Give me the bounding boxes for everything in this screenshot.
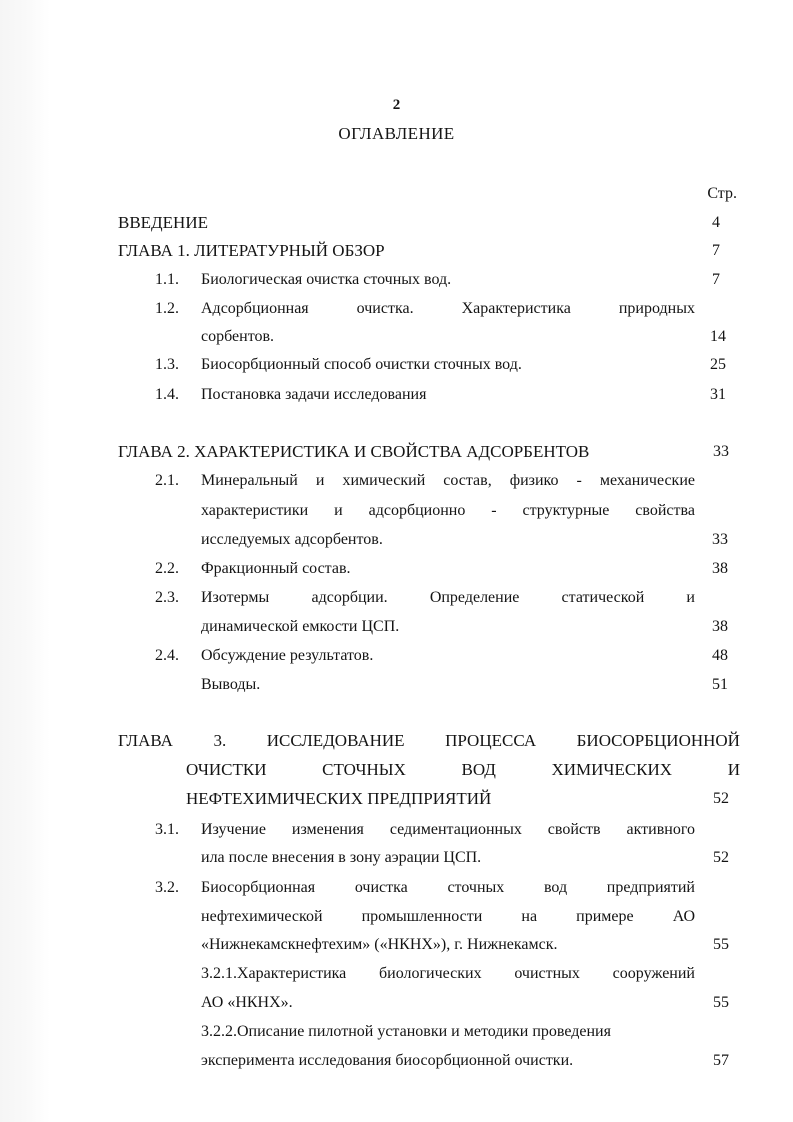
toc-entry-3-1-line-1 — [201, 820, 695, 840]
toc-page-1-2: 14 — [710, 328, 726, 345]
word: - — [491, 502, 497, 519]
toc-entry-2-4: Обсуждение результатов. — [201, 647, 374, 664]
word: промышленности — [361, 908, 483, 925]
toc-entry-chapter-3-line-1 — [118, 731, 740, 751]
word: ОЧИСТКИ — [186, 760, 267, 779]
word: седиментационных — [389, 821, 522, 838]
word: состав, — [443, 472, 492, 489]
word: и — [686, 589, 695, 606]
word: физико — [509, 472, 559, 489]
word: и — [334, 502, 343, 519]
word: статической — [561, 589, 645, 606]
toc-entry-chapter-2: ГЛАВА 2. ХАРАКТЕРИСТИКА И СВОЙСТВА АДСОРБЕНТОВ — [118, 442, 590, 461]
word: химический — [342, 472, 426, 489]
word: нефтехимической — [201, 908, 323, 925]
word: сооружений — [612, 965, 695, 982]
toc-entry-1-1: Биологическая очистка сточных вод. — [201, 271, 452, 288]
word: механические — [599, 472, 695, 489]
toc-num-1-3: 1.3. — [155, 356, 179, 373]
word: примере — [576, 908, 634, 925]
toc-entry-2-3-line-2: динамической емкости ЦСП. — [201, 618, 400, 635]
word: - — [576, 472, 582, 489]
toc-num-1-1: 1.1. — [155, 271, 179, 288]
toc-num-2-1: 2.1. — [155, 472, 179, 489]
toc-page-intro: 4 — [712, 214, 720, 231]
toc-entry-3-2-2-line-1: 3.2.2.Описание пилотной установки и методики проведения — [201, 1023, 611, 1040]
word: ИССЛЕДОВАНИЕ — [266, 731, 405, 750]
word: свойства — [635, 502, 695, 519]
toc-entry-intro: ВВЕДЕНИЕ — [118, 213, 208, 232]
word: Биосорбционная — [201, 879, 316, 896]
page-column-header: Стр. — [707, 185, 737, 202]
toc-entry-1-3: Биосорбционный способ очистки сточных вод. — [201, 356, 522, 373]
word: природных — [618, 300, 695, 317]
word: ПРОЦЕССА — [445, 731, 537, 750]
word: на — [521, 908, 538, 925]
word: Изучение — [201, 821, 266, 838]
page-number: 2 — [392, 97, 401, 113]
word: Определение — [429, 589, 520, 606]
toc-page-chapter-1: 7 — [712, 242, 720, 259]
toc-num-2-2: 2.2. — [155, 560, 179, 577]
word: адсорбционно — [368, 502, 466, 519]
toc-page-2-4: 48 — [712, 647, 728, 664]
toc-entry-3-2-2-line-2: эксперимента исследования биосорбционной очистки. — [201, 1052, 574, 1069]
word: очистка — [354, 879, 408, 896]
toc-entry-chapter-1: ГЛАВА 1. ЛИТЕРАТУРНЫЙ ОБЗОР — [118, 241, 385, 260]
toc-entry-3-2-line-2 — [201, 907, 695, 927]
page-title: ОГЛАВЛЕНИЕ — [338, 124, 455, 143]
toc-entry-1-2-line-1 — [201, 299, 695, 319]
toc-page-2-2: 38 — [712, 560, 728, 577]
toc-entry-conclusions-2: Выводы. — [201, 676, 261, 693]
word: ХИМИЧЕСКИХ — [551, 760, 673, 779]
toc-entry-3-2-1-line-2: АО «НКНХ». — [201, 994, 293, 1011]
toc-page-2-1: 33 — [712, 531, 728, 548]
toc-num-3-1: 3.1. — [155, 821, 179, 838]
word: структурные — [522, 502, 610, 519]
toc-page-1-1: 7 — [712, 271, 720, 288]
toc-entry-3-2-line-3: «Нижнекамскнефтехим» («НКНХ»), г. Нижнекамск. — [201, 936, 558, 953]
toc-entry-3-1-line-2: ила после внесения в зону аэрации ЦСП. — [201, 849, 482, 866]
word: активного — [626, 821, 695, 838]
word: Изотермы — [201, 589, 270, 606]
toc-entry-chapter-3-line-3: НЕФТЕХИМИЧЕСКИХ ПРЕДПРИЯТИЙ — [186, 789, 492, 808]
toc-entry-1-2-line-2: сорбентов. — [201, 328, 275, 345]
toc-entry-1-4: Постановка задачи исследования — [201, 386, 427, 403]
word: АО — [672, 908, 695, 925]
word: и — [315, 472, 325, 489]
scan-edge-shadow — [0, 0, 50, 1122]
toc-page-chapter-3: 52 — [713, 790, 729, 807]
word: 3.2.1.Характеристика — [201, 965, 347, 982]
word: сточных — [447, 879, 505, 896]
word: очистных — [514, 965, 580, 982]
toc-page-3-2: 55 — [713, 936, 729, 953]
word: И — [727, 760, 740, 779]
word: ГЛАВА — [118, 731, 173, 750]
toc-page-3-1: 52 — [713, 849, 729, 866]
word: характеристики — [201, 502, 309, 519]
toc-num-1-2: 1.2. — [155, 300, 179, 317]
word: предприятий — [606, 879, 695, 896]
word: Адсорбционная — [201, 300, 309, 317]
word: адсорбции. — [311, 589, 388, 606]
toc-page-1-3: 25 — [710, 356, 726, 373]
toc-entry-3-2-1-line-1 — [201, 964, 695, 984]
word: биологических — [379, 965, 482, 982]
toc-num-2-3: 2.3. — [155, 589, 179, 606]
toc-entry-2-1-line-2 — [201, 501, 695, 521]
word: Минеральный — [201, 472, 298, 489]
word: очистка. — [356, 300, 414, 317]
toc-entry-2-2: Фракционный состав. — [201, 560, 351, 577]
word: Характеристика — [461, 300, 571, 317]
toc-page-1-4: 31 — [710, 386, 726, 403]
toc-entry-2-1-line-1 — [201, 471, 695, 491]
toc-entry-3-2-line-1 — [201, 878, 695, 898]
word: свойств — [547, 821, 601, 838]
toc-num-2-4: 2.4. — [155, 647, 179, 664]
toc-page-3-2-1: 55 — [713, 994, 729, 1011]
toc-page-2-3: 38 — [712, 618, 728, 635]
toc-page-3-2-2: 57 — [713, 1052, 729, 1069]
word: вод — [543, 879, 568, 896]
word: изменения — [291, 821, 364, 838]
toc-entry-2-3-line-1 — [201, 588, 695, 608]
toc-page-chapter-2: 33 — [713, 443, 729, 460]
toc-num-3-2: 3.2. — [155, 879, 179, 896]
toc-page-conclusions-2: 51 — [712, 676, 728, 693]
toc-entry-chapter-3-line-2 — [186, 760, 740, 780]
word: ВОД — [461, 760, 496, 779]
word: СТОЧНЫХ — [322, 760, 406, 779]
toc-entry-2-1-line-3: исследуемых адсорбентов. — [201, 531, 383, 548]
word: 3. — [213, 731, 227, 750]
toc-num-1-4: 1.4. — [155, 386, 179, 403]
word: БИОСОРБЦИОННОЙ — [576, 731, 740, 750]
